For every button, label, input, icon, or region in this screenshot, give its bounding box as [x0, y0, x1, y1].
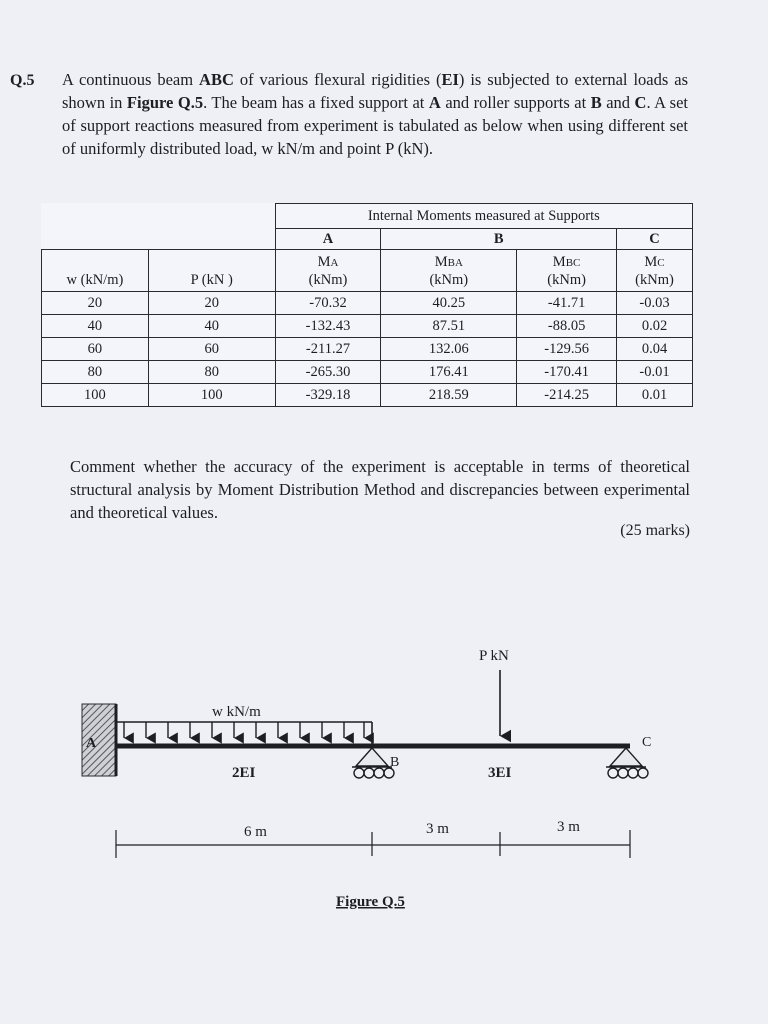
ei-label-bc: 3EI — [488, 765, 512, 781]
roller-support-c — [606, 748, 648, 778]
col-header-ma: MA (kNm) — [275, 250, 381, 292]
table-row: 80 80 -265.30 176.41 -170.41 -0.01 — [42, 361, 693, 384]
comment-instruction: Comment whether the accuracy of the experiment is acceptable in terms of theoretical structural analysis by Moment Distribution Method and discrepancies between experimental and theoretical values. — [70, 457, 690, 522]
col-header-mc: MC (kNm) — [617, 250, 693, 292]
dim-label-bp: 3 m — [426, 821, 449, 837]
roller-support-b — [352, 748, 394, 778]
udl-load — [116, 722, 372, 744]
point-load-label: P kN — [479, 648, 509, 664]
udl-label: w kN/m — [212, 704, 261, 720]
dim-label-ab: 6 m — [244, 824, 267, 840]
support-a-header: A — [275, 229, 381, 250]
ei-label-ab: 2EI — [232, 765, 256, 781]
col-header-w: w (kN/m) — [42, 250, 149, 292]
question-text: A continuous beam ABC of various flexural rigidities (EI) is subjected to external loads as shown in Figure Q.5. The beam has a fixed support at A and roller supports at B and C. A set of support reactions measured from experiment is tabulated as below when using different set of uniformly distributed load, w kN/m and point P (kN). — [62, 70, 689, 158]
table-row: 20 20 -70.32 40.25 -41.71 -0.03 — [42, 292, 693, 315]
col-header-p: P (kN ) — [148, 250, 275, 292]
support-c-header: C — [617, 229, 693, 250]
table-row: 40 40 -132.43 87.51 -88.05 0.02 — [42, 315, 693, 338]
dim-label-pc: 3 m — [557, 819, 580, 835]
col-header-mba: MBA (kNm) — [381, 250, 517, 292]
support-b-header: B — [381, 229, 617, 250]
figure-caption: Figure Q.5 — [336, 894, 405, 910]
label-a: A — [86, 736, 97, 751]
marks-label: (25 marks) — [620, 522, 690, 539]
table-row: 60 60 -211.27 132.06 -129.56 0.04 — [42, 338, 693, 361]
label-b: B — [390, 755, 400, 770]
col-header-mbc: MBC (kNm) — [517, 250, 617, 292]
question-number: Q.5 — [10, 72, 35, 89]
label-c: C — [642, 735, 652, 750]
dimension-line — [116, 830, 630, 858]
table-title: Internal Moments measured at Supports — [275, 204, 692, 229]
table-row: 100 100 -329.18 218.59 -214.25 0.01 — [42, 384, 693, 407]
